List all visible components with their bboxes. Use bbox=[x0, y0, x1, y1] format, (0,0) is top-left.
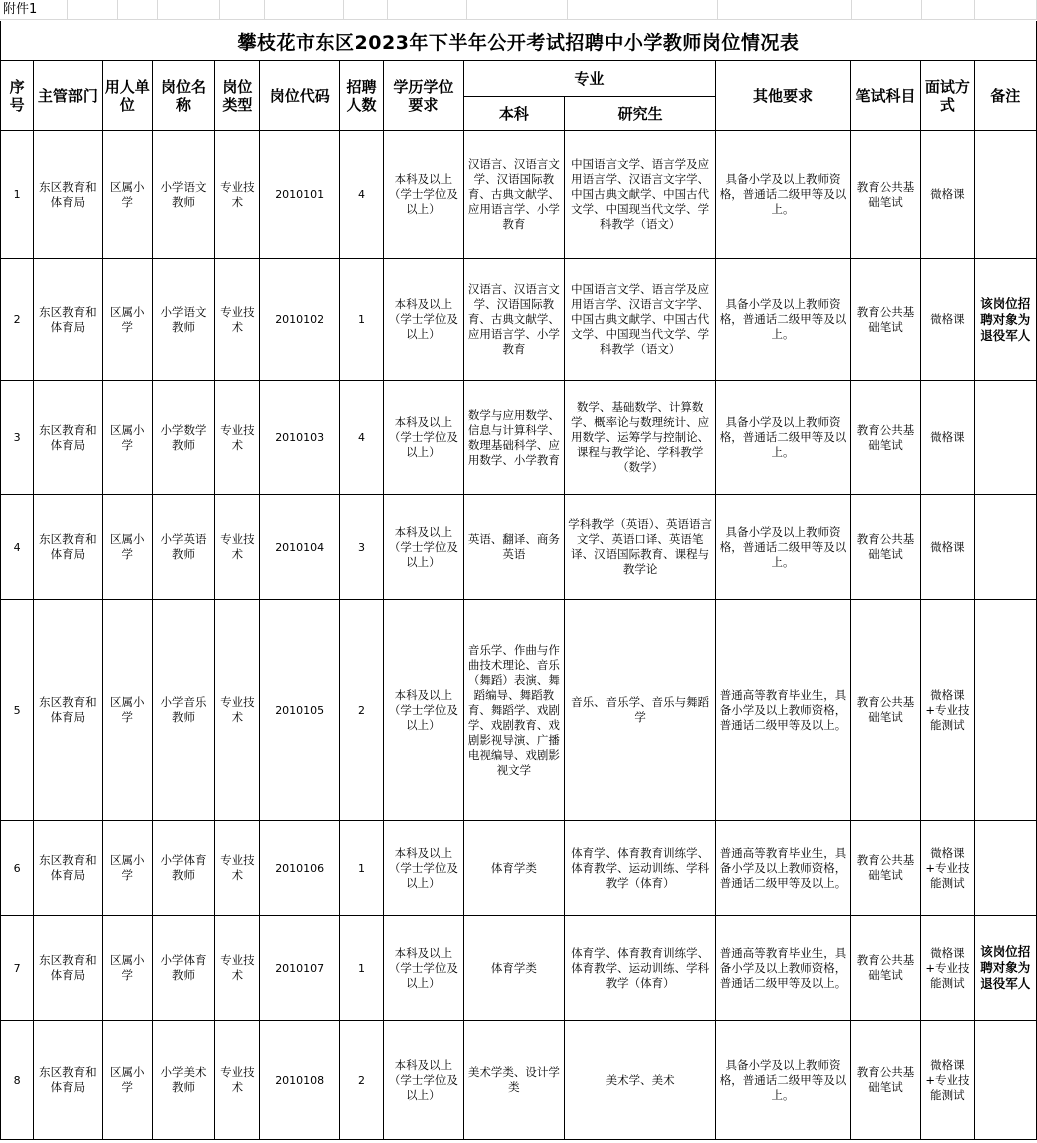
table-row bbox=[1, 495, 1037, 600]
header-department: 主管部门 bbox=[34, 61, 102, 131]
cell-undergrad: 体育学类 bbox=[463, 821, 565, 916]
cell-department: 东区教育和体育局 bbox=[34, 131, 102, 259]
cell-graduate: 体育学、体育教育训练学、体育教学、运动训练、学科教学（体育） bbox=[565, 916, 716, 1021]
cell-position-type: 专业技术 bbox=[215, 495, 260, 600]
header-major: 专业 bbox=[463, 61, 715, 97]
table-row bbox=[1, 821, 1037, 916]
cell-position-type: 专业技术 bbox=[215, 600, 260, 821]
cell-remarks: 该岗位招聘对象为退役军人 bbox=[974, 916, 1036, 1021]
cell-exam: 教育公共基础笔试 bbox=[850, 821, 920, 916]
cell-position-code: 2010101 bbox=[260, 131, 339, 259]
cell-position-type: 专业技术 bbox=[215, 131, 260, 259]
cell-graduate: 美术学、美术 bbox=[565, 1021, 716, 1140]
cell-graduate: 体育学、体育教育训练学、体育教学、运动训练、学科教学（体育） bbox=[565, 821, 716, 916]
cell-quota: 4 bbox=[339, 131, 383, 259]
cell-exam: 教育公共基础笔试 bbox=[850, 259, 920, 381]
cell-remarks bbox=[974, 600, 1036, 821]
header-quota: 招聘人数 bbox=[339, 61, 383, 131]
cell-seq: 8 bbox=[1, 1021, 34, 1140]
cell-other: 普通高等教育毕业生，具备小学及以上教师资格，普通话二级甲等及以上。 bbox=[716, 916, 851, 1021]
cell-graduate: 中国语言文学、语言学及应用语言学、汉语言文字学、中国古典文献学、中国古代文学、中国现当代文学、学科教学（语文） bbox=[565, 131, 716, 259]
header-row bbox=[1, 61, 1037, 97]
cell-education: 本科及以上（学士学位及以上） bbox=[384, 916, 463, 1021]
cell-employer: 区属小学 bbox=[102, 600, 152, 821]
cell-position-name: 小学语文教师 bbox=[152, 259, 214, 381]
cell-undergrad: 汉语言、汉语言文学、汉语国际教育、古典文献学、应用语言学、小学教育 bbox=[463, 131, 565, 259]
cell-graduate: 数学、基础数学、计算数学、概率论与数理统计、应用数学、运筹学与控制论、课程与教学论、学科教学（数学） bbox=[565, 381, 716, 495]
cell-quota: 3 bbox=[339, 495, 383, 600]
cell-graduate: 学科教学（英语）、英语语言文学、英语口译、英语笔译、汉语国际教育、课程与教学论 bbox=[565, 495, 716, 600]
title-row bbox=[0, 21, 1037, 61]
cell-position-code: 2010103 bbox=[260, 381, 339, 495]
cell-seq: 2 bbox=[1, 259, 34, 381]
cell-department: 东区教育和体育局 bbox=[34, 821, 102, 916]
attachment-row bbox=[0, 0, 1037, 21]
cell-graduate: 音乐、音乐学、音乐与舞蹈学 bbox=[565, 600, 716, 821]
cell-position-name: 小学美术教师 bbox=[152, 1021, 214, 1140]
cell-position-name: 小学英语教师 bbox=[152, 495, 214, 600]
header-education: 学历学位要求 bbox=[384, 61, 463, 131]
cell-position-name: 小学体育教师 bbox=[152, 821, 214, 916]
cell-position-type: 专业技术 bbox=[215, 381, 260, 495]
cell-seq: 6 bbox=[1, 821, 34, 916]
cell-education: 本科及以上（学士学位及以上） bbox=[384, 259, 463, 381]
cell-education: 本科及以上（学士学位及以上） bbox=[384, 1021, 463, 1140]
cell-position-name: 小学体育教师 bbox=[152, 916, 214, 1021]
cell-department: 东区教育和体育局 bbox=[34, 495, 102, 600]
cell-interview: 微格课 bbox=[921, 381, 974, 495]
table-row bbox=[1, 381, 1037, 495]
cell-position-code: 2010106 bbox=[260, 821, 339, 916]
header-seq: 序号 bbox=[1, 61, 34, 131]
cell-exam: 教育公共基础笔试 bbox=[850, 916, 920, 1021]
cell-employer: 区属小学 bbox=[102, 1021, 152, 1140]
cell-employer: 区属小学 bbox=[102, 495, 152, 600]
cell-seq: 5 bbox=[1, 600, 34, 821]
table-row bbox=[1, 600, 1037, 821]
cell-quota: 1 bbox=[339, 821, 383, 916]
cell-position-name: 小学语文教师 bbox=[152, 131, 214, 259]
header-interview: 面试方式 bbox=[921, 61, 974, 131]
cell-seq: 4 bbox=[1, 495, 34, 600]
cell-interview: 微格课+专业技能测试 bbox=[921, 916, 974, 1021]
header-exam: 笔试科目 bbox=[850, 61, 920, 131]
cell-quota: 1 bbox=[339, 916, 383, 1021]
cell-other: 具备小学及以上教师资格，普通话二级甲等及以上。 bbox=[716, 1021, 851, 1140]
cell-employer: 区属小学 bbox=[102, 381, 152, 495]
cell-employer: 区属小学 bbox=[102, 131, 152, 259]
cell-position-code: 2010105 bbox=[260, 600, 339, 821]
cell-education: 本科及以上（学士学位及以上） bbox=[384, 600, 463, 821]
cell-employer: 区属小学 bbox=[102, 821, 152, 916]
cell-exam: 教育公共基础笔试 bbox=[850, 1021, 920, 1140]
cell-department: 东区教育和体育局 bbox=[34, 1021, 102, 1140]
header-other: 其他要求 bbox=[716, 61, 851, 131]
cell-employer: 区属小学 bbox=[102, 259, 152, 381]
cell-exam: 教育公共基础笔试 bbox=[850, 381, 920, 495]
cell-education: 本科及以上（学士学位及以上） bbox=[384, 495, 463, 600]
cell-undergrad: 体育学类 bbox=[463, 916, 565, 1021]
cell-undergrad: 汉语言、汉语言文学、汉语国际教育、古典文献学、应用语言学、小学教育 bbox=[463, 259, 565, 381]
cell-interview: 微格课 bbox=[921, 259, 974, 381]
cell-quota: 2 bbox=[339, 600, 383, 821]
cell-remarks bbox=[974, 1021, 1036, 1140]
cell-education: 本科及以上（学士学位及以上） bbox=[384, 131, 463, 259]
cell-other: 具备小学及以上教师资格，普通话二级甲等及以上。 bbox=[716, 495, 851, 600]
cell-department: 东区教育和体育局 bbox=[34, 916, 102, 1021]
cell-department: 东区教育和体育局 bbox=[34, 381, 102, 495]
cell-position-name: 小学音乐教师 bbox=[152, 600, 214, 821]
cell-undergrad: 英语、翻译、商务英语 bbox=[463, 495, 565, 600]
attachment-label: 附件1 bbox=[3, 2, 38, 17]
cell-position-code: 2010104 bbox=[260, 495, 339, 600]
cell-undergrad: 音乐学、作曲与作曲技术理论、音乐（舞蹈）表演、舞蹈编导、舞蹈教育、舞蹈学、戏剧学、戏剧教育、戏剧影视导演、广播电视编导、戏剧影视文学 bbox=[463, 600, 565, 821]
cell-other: 具备小学及以上教师资格，普通话二级甲等及以上。 bbox=[716, 259, 851, 381]
cell-remarks bbox=[974, 381, 1036, 495]
cell-remarks bbox=[974, 495, 1036, 600]
cell-position-code: 2010102 bbox=[260, 259, 339, 381]
cell-position-code: 2010107 bbox=[260, 916, 339, 1021]
header-remarks: 备注 bbox=[974, 61, 1036, 131]
cell-interview: 微格课 bbox=[921, 131, 974, 259]
cell-seq: 7 bbox=[1, 916, 34, 1021]
cell-department: 东区教育和体育局 bbox=[34, 259, 102, 381]
cell-exam: 教育公共基础笔试 bbox=[850, 495, 920, 600]
cell-undergrad: 数学与应用数学、信息与计算科学、数理基础科学、应用数学、小学教育 bbox=[463, 381, 565, 495]
cell-exam: 教育公共基础笔试 bbox=[850, 131, 920, 259]
cell-interview: 微格课+专业技能测试 bbox=[921, 821, 974, 916]
header-employer: 用人单位 bbox=[102, 61, 152, 131]
cell-graduate: 中国语言文学、语言学及应用语言学、汉语言文字学、中国古典文献学、中国古代文学、中国现当代文学、学科教学（语文） bbox=[565, 259, 716, 381]
header-position-code: 岗位代码 bbox=[260, 61, 339, 131]
cell-position-type: 专业技术 bbox=[215, 916, 260, 1021]
cell-seq: 1 bbox=[1, 131, 34, 259]
cell-education: 本科及以上（学士学位及以上） bbox=[384, 821, 463, 916]
header-graduate: 研究生 bbox=[565, 97, 716, 131]
table-row bbox=[1, 131, 1037, 259]
cell-interview: 微格课+专业技能测试 bbox=[921, 1021, 974, 1140]
positions-table bbox=[0, 60, 1037, 1140]
page-title: 攀枝花市东区2023年下半年公开考试招聘中小学教师岗位情况表 bbox=[237, 31, 800, 54]
cell-employer: 区属小学 bbox=[102, 916, 152, 1021]
cell-other: 具备小学及以上教师资格，普通话二级甲等及以上。 bbox=[716, 381, 851, 495]
header-undergrad: 本科 bbox=[463, 97, 565, 131]
cell-quota: 4 bbox=[339, 381, 383, 495]
cell-interview: 微格课+专业技能测试 bbox=[921, 600, 974, 821]
cell-remarks: 该岗位招聘对象为退役军人 bbox=[974, 259, 1036, 381]
cell-position-type: 专业技术 bbox=[215, 821, 260, 916]
cell-position-name: 小学数学教师 bbox=[152, 381, 214, 495]
cell-undergrad: 美术学类、设计学类 bbox=[463, 1021, 565, 1140]
cell-interview: 微格课 bbox=[921, 495, 974, 600]
header-position-type: 岗位类型 bbox=[215, 61, 260, 131]
cell-other: 普通高等教育毕业生，具备小学及以上教师资格，普通话二级甲等及以上。 bbox=[716, 821, 851, 916]
cell-remarks bbox=[974, 821, 1036, 916]
table-row bbox=[1, 259, 1037, 381]
table-row bbox=[1, 916, 1037, 1021]
cell-other: 普通高等教育毕业生，具备小学及以上教师资格，普通话二级甲等及以上。 bbox=[716, 600, 851, 821]
cell-position-code: 2010108 bbox=[260, 1021, 339, 1140]
cell-exam: 教育公共基础笔试 bbox=[850, 600, 920, 821]
cell-quota: 2 bbox=[339, 1021, 383, 1140]
cell-seq: 3 bbox=[1, 381, 34, 495]
cell-position-type: 专业技术 bbox=[215, 259, 260, 381]
header-position-name: 岗位名称 bbox=[152, 61, 214, 131]
cell-education: 本科及以上（学士学位及以上） bbox=[384, 381, 463, 495]
table-row bbox=[1, 1021, 1037, 1140]
cell-department: 东区教育和体育局 bbox=[34, 600, 102, 821]
cell-remarks bbox=[974, 131, 1036, 259]
cell-quota: 1 bbox=[339, 259, 383, 381]
cell-position-type: 专业技术 bbox=[215, 1021, 260, 1140]
cell-other: 具备小学及以上教师资格，普通话二级甲等及以上。 bbox=[716, 131, 851, 259]
